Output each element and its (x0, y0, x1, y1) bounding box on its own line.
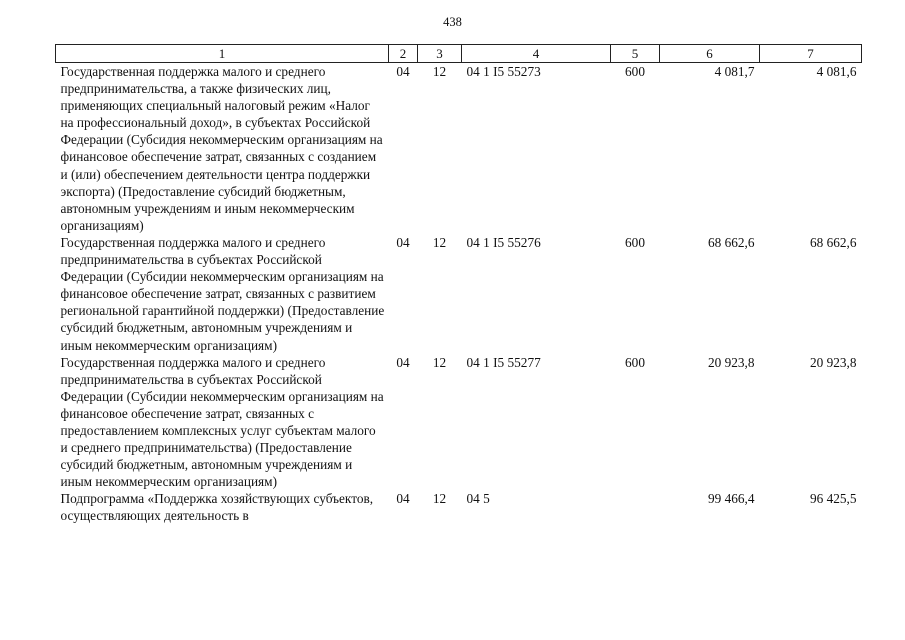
row-section-code: 04 (396, 64, 410, 79)
column-header-5: 5 (611, 45, 660, 63)
row-target-article: 04 5 (466, 491, 490, 507)
row-amount-1: 68 662,6 (707, 234, 755, 250)
row-target-article: 04 1 I5 55277 (466, 354, 541, 370)
row-description: Государственная поддержка малого и среднего предпринимательства в субъектах Российской Федерации (Субсидии некоммерческим организациям на финансовое обеспечение затрат, связанных с предоставлением комплексных услуг субъектам малого и среднего предпринимательства) (Предоставление субсидий бюджетным, автономным учреждениям и иным некоммерческим организациям) (60, 354, 384, 490)
row-target-article: 04 1 I5 55273 (466, 64, 541, 79)
row-amount-1: 99 466,4 (707, 491, 755, 507)
row-amount-2: 20 923,8 (809, 354, 857, 370)
row-subsection-code: 12 (432, 354, 447, 370)
page-number: 438 (443, 15, 462, 29)
row-description: Подпрограмма «Поддержка хозяйствующих субъектов, осуществляющих деятельность в (60, 491, 374, 524)
row-amount-2: 68 662,6 (809, 234, 857, 250)
row-section-code: 04 (396, 234, 410, 250)
row-description: Государственная поддержка малого и среднего предпринимательства, а также физических лиц, применяющих специальный налоговый режим «Налог на профессиональный доход», в субъектах Российской Федерации (Субсидия некоммерческим организациям на финансовое обеспечение затрат, связанных с созданием и (или) обеспечением деятельности центра поддержки экспорта) (Предоставление субсидий бюджетным, автономным учреждениям и иным некоммерческим организациям) (60, 64, 383, 233)
row-subsection-code: 12 (432, 64, 447, 79)
column-header-4: 4 (462, 45, 611, 63)
table-row (56, 490, 862, 524)
column-header-6: 6 (660, 45, 760, 63)
column-header-2: 2 (389, 45, 418, 63)
row-amount-2: 96 425,5 (809, 491, 857, 507)
row-section-code: 04 (396, 491, 410, 507)
budget-table (55, 44, 862, 525)
column-header-1: 1 (56, 45, 389, 63)
table-header (56, 45, 862, 63)
row-expense-type: 600 (625, 64, 645, 79)
row-expense-type (611, 490, 660, 524)
row-section-code: 04 (396, 354, 410, 370)
row-expense-type: 600 (625, 234, 645, 250)
row-amount-1: 20 923,8 (707, 354, 755, 370)
table-row (56, 234, 862, 354)
header-row (56, 45, 862, 63)
table-row (56, 354, 862, 491)
column-header-3: 3 (418, 45, 462, 63)
row-amount-2: 4 081,6 (816, 64, 857, 79)
row-description: Государственная поддержка малого и среднего предпринимательства в субъектах Российской Федерации (Субсидии некоммерческим организациям на финансовое обеспечение затрат, связанных с развитием региональной гарантийной поддержки) (Предоставление субсидий бюджетным, автономным учреждениям и иным некоммерческим организациям) (60, 234, 385, 353)
row-subsection-code: 12 (432, 234, 447, 250)
row-expense-type: 600 (625, 354, 645, 370)
table-row (56, 63, 862, 234)
table-body (56, 63, 862, 525)
row-target-article: 04 1 I5 55276 (466, 234, 541, 250)
row-subsection-code: 12 (432, 491, 447, 507)
row-amount-1: 4 081,7 (714, 64, 755, 79)
column-header-7: 7 (760, 45, 862, 63)
